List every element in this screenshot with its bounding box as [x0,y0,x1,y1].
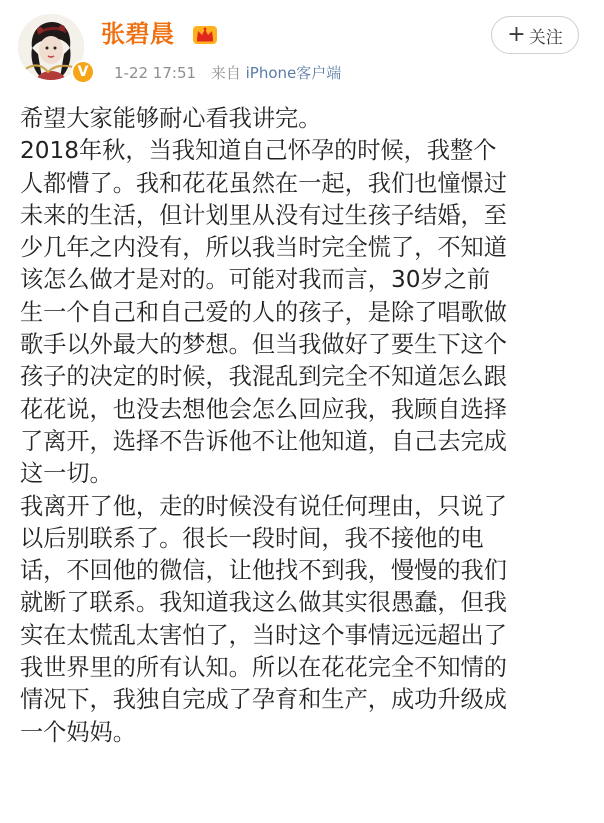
post-line: 孩子的决定的时候，我混乱到完全不知道怎么跟 [20,363,507,391]
post-line: 未来的生活，但计划里从没有过生孩子结婚，至 [20,201,507,229]
post-line: 了离开，选择不告诉他不让他知道，自己去完成 [20,427,507,455]
post-timestamp: 1-22 17:51 [114,64,197,82]
post-line: 2018年秋，当我知道自己怀孕的时候，我整个 [20,137,497,165]
post-line: 情况下，我独自完成了孕育和生产，成功升级成 [20,686,507,714]
post-line: 我离开了他，走的时候没有说任何理由，只说了 [20,492,507,520]
source-device-link[interactable]: iPhone客户端 [245,64,342,82]
source-prefix: 来自 [210,64,241,82]
follow-button[interactable] [491,16,579,54]
post-line: 生一个自己和自己爱的人的孩子，是除了唱歌做 [20,298,507,326]
post-line: 一个妈妈。 [20,718,136,746]
post-meta [114,63,341,83]
post-text [20,103,590,749]
follow-label: 关注 [528,27,563,48]
post-line: 花花说，也没去想他会怎么回应我，我顾自选择 [20,395,507,423]
post-line: 我世界里的所有认知。所以在花花完全不知情的 [20,654,507,682]
post-line: 以后别联系了。很长一段时间，我不接他的电 [20,524,484,552]
post-line: 希望大家能够耐心看我讲完。 [20,105,322,132]
post-line: 就断了联系。我知道我这么做其实很愚蠢，但我 [20,589,507,617]
crown-icon [192,23,218,45]
verified-icon: V [71,60,95,84]
post-line: 该怎么做才是对的。可能对我而言，30岁之前 [20,266,491,294]
post-line: 少几年之内没有，所以我当时完全慌了，不知道 [20,234,507,262]
post-line: 话，不回他的微信，让他找不到我，慢慢的我们 [20,557,507,585]
post-line: 人都懵了。我和花花虽然在一起，我们也憧憬过 [20,169,507,197]
post-header [0,0,604,100]
plus-icon: + [507,22,526,47]
post-line: 歌手以外最大的梦想。但当我做好了要生下这个 [20,331,507,359]
username[interactable]: 张碧晨 [101,20,175,48]
post-line: 这一切。 [20,460,113,488]
post-line: 实在太慌乱太害怕了，当时这个事情远远超出了 [20,621,507,649]
